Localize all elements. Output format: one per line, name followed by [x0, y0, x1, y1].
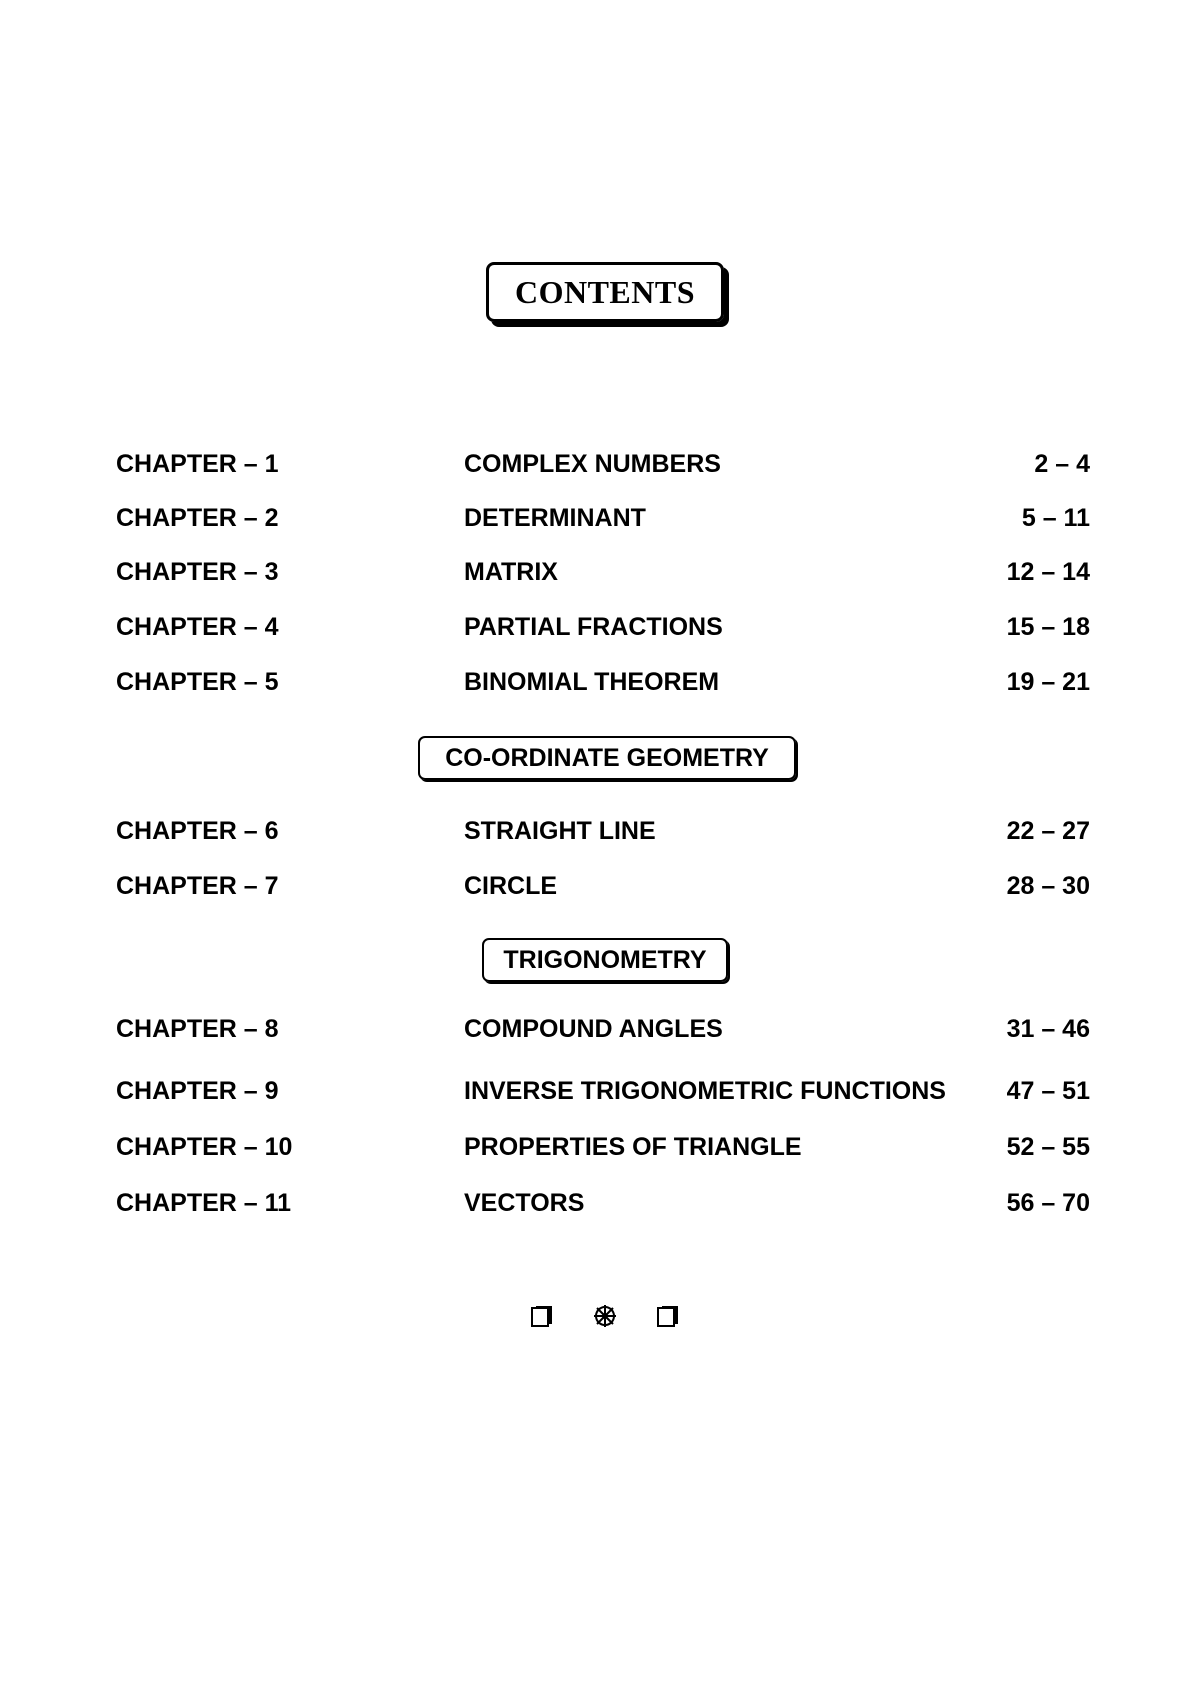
chapter-pages: 2 – 4 [1034, 450, 1090, 478]
chapter-topic: PARTIAL FRACTIONS [464, 613, 723, 641]
chapter-topic: DETERMINANT [464, 504, 646, 532]
chapter-topic: MATRIX [464, 558, 558, 586]
toc-row-chapter-7 [0, 868, 1200, 908]
chapter-label: CHAPTER – 2 [116, 504, 279, 532]
toc-row-chapter-5 [0, 664, 1200, 704]
chapter-pages: 31 – 46 [1006, 1015, 1090, 1043]
page-title: CONTENTS [486, 262, 724, 322]
chapter-label: CHAPTER – 4 [116, 613, 279, 641]
toc-row-chapter-4 [0, 609, 1200, 649]
chapter-topic: COMPOUND ANGLES [464, 1015, 723, 1043]
chapter-label: CHAPTER – 7 [116, 872, 279, 900]
toc-row-chapter-8 [0, 1011, 1200, 1051]
chapter-pages: 15 – 18 [1006, 613, 1090, 641]
chapter-label: CHAPTER – 5 [116, 668, 279, 696]
toc-row-chapter-9 [0, 1073, 1200, 1113]
chapter-topic: BINOMIAL THEOREM [464, 668, 720, 696]
chapter-label: CHAPTER – 10 [116, 1133, 293, 1161]
chapter-label: CHAPTER – 9 [116, 1077, 279, 1105]
chapter-label: CHAPTER – 6 [116, 817, 279, 845]
chapter-label: CHAPTER – 1 [116, 450, 279, 478]
chapter-label: CHAPTER – 8 [116, 1015, 279, 1043]
chapter-pages: 12 – 14 [1006, 558, 1090, 586]
chapter-topic: COMPLEX NUMBERS [464, 450, 721, 478]
section-heading-trigonometry: TRIGONOMETRY [482, 938, 728, 982]
chapter-topic: STRAIGHT LINE [464, 817, 656, 845]
chapter-topic: VECTORS [464, 1189, 585, 1217]
wheel-icon [593, 1304, 617, 1328]
chapter-topic: CIRCLE [464, 872, 558, 900]
toc-row-chapter-1 [0, 446, 1200, 486]
chapter-topic: PROPERTIES OF TRIANGLE [464, 1133, 802, 1161]
chapter-pages: 52 – 55 [1006, 1133, 1090, 1161]
section-heading-coordinate-geometry: CO-ORDINATE GEOMETRY [418, 736, 796, 780]
toc-row-chapter-11 [0, 1185, 1200, 1225]
box-shadow-icon [530, 1304, 554, 1328]
chapter-label: CHAPTER – 11 [116, 1189, 292, 1217]
chapter-pages: 22 – 27 [1006, 817, 1090, 845]
chapter-pages: 19 – 21 [1006, 668, 1090, 696]
box-shadow-icon [656, 1304, 680, 1328]
chapter-pages: 5 – 11 [1021, 504, 1090, 532]
toc-row-chapter-10 [0, 1129, 1200, 1169]
chapter-topic: INVERSE TRIGONOMETRIC FUNCTIONS [464, 1077, 946, 1105]
end-ornament [530, 1300, 680, 1332]
chapter-label: CHAPTER – 3 [116, 558, 279, 586]
toc-row-chapter-6 [0, 813, 1200, 853]
toc-row-chapter-2 [0, 500, 1200, 540]
chapter-pages: 28 – 30 [1006, 872, 1090, 900]
chapter-pages: 47 – 51 [1006, 1077, 1090, 1105]
chapter-pages: 56 – 70 [1006, 1189, 1090, 1217]
toc-row-chapter-3 [0, 554, 1200, 594]
